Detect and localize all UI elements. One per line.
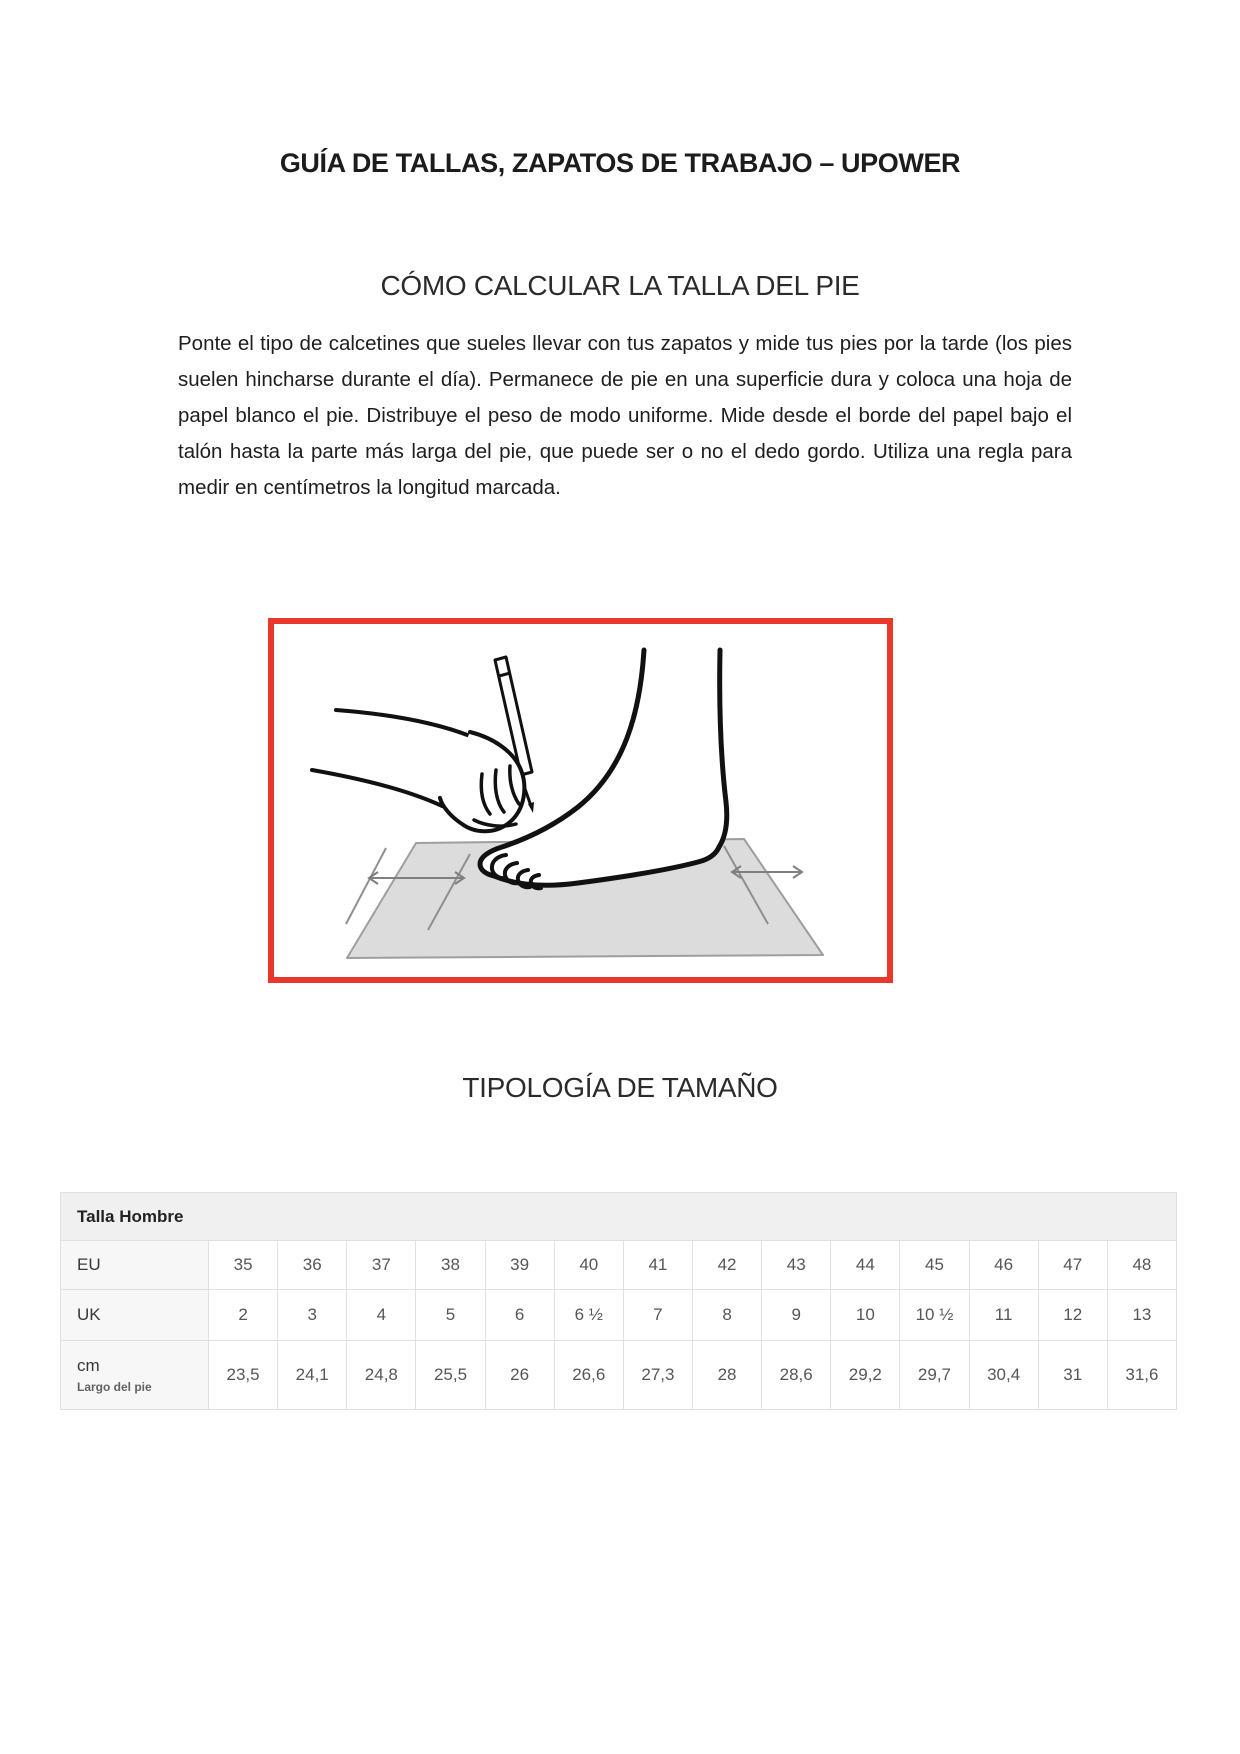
table-cell: 28 — [692, 1341, 761, 1410]
size-table-header: Talla Hombre — [61, 1193, 1177, 1241]
heading-how-to-measure: CÓMO CALCULAR LA TALLA DEL PIE — [380, 270, 860, 301]
table-cell: 31 — [1038, 1341, 1107, 1410]
table-cell: 47 — [1038, 1241, 1107, 1290]
size-table — [60, 1192, 1177, 1410]
table-cell: 2 — [209, 1290, 278, 1341]
table-cell: 48 — [1107, 1241, 1176, 1290]
instructions-paragraph: Ponte el tipo de calcetines que sueles llevar con tus zapatos y mide tus pies por la tarde (los pies suelen hincharse durante el día). Permanece de pie en una superficie dura y coloca una hoja de papel blanco el pie. Distribuye el peso de modo uniforme. Mide desde el borde del papel bajo el talón hasta la parte más larga del pie, que puede ser o no el dedo gordo. Utiliza una regla para medir en centímetros la longitud marcada. — [178, 332, 1072, 499]
table-row — [61, 1341, 1177, 1410]
table-cell: 7 — [623, 1290, 692, 1341]
table-cell: 46 — [969, 1241, 1038, 1290]
table-cell: 24,1 — [278, 1341, 347, 1410]
table-cell: 29,2 — [831, 1341, 900, 1410]
table-cell: 38 — [416, 1241, 485, 1290]
table-cell: 11 — [969, 1290, 1038, 1341]
table-cell: 26,6 — [554, 1341, 623, 1410]
table-cell: 27,3 — [623, 1341, 692, 1410]
table-cell: 12 — [1038, 1290, 1107, 1341]
size-table-grid — [60, 1192, 1177, 1410]
table-cell: 24,8 — [347, 1341, 416, 1410]
table-header-row — [61, 1193, 1177, 1241]
table-row — [61, 1290, 1177, 1341]
foot-tracing-illustration — [274, 624, 887, 977]
table-cell: 10 ½ — [900, 1290, 969, 1341]
table-cell: 25,5 — [416, 1341, 485, 1410]
table-cell: 40 — [554, 1241, 623, 1290]
table-cell: 44 — [831, 1241, 900, 1290]
table-cell: 6 — [485, 1290, 554, 1341]
page-title: GUÍA DE TALLAS, ZAPATOS DE TRABAJO – UPOWER — [279, 148, 961, 178]
table-cell: 9 — [762, 1290, 831, 1341]
hand-with-pencil — [312, 657, 534, 831]
size-table-body — [61, 1241, 1177, 1410]
table-cell: 13 — [1107, 1290, 1176, 1341]
table-cell: 39 — [485, 1241, 554, 1290]
table-cell: 4 — [347, 1290, 416, 1341]
heading-size-typology: TIPOLOGÍA DE TAMAÑO — [462, 1072, 778, 1103]
table-cell: 5 — [416, 1290, 485, 1341]
row-sublabel: Largo del pie — [77, 1380, 152, 1394]
table-cell: 10 — [831, 1290, 900, 1341]
table-cell: 8 — [692, 1290, 761, 1341]
table-cell: 35 — [209, 1241, 278, 1290]
table-row — [61, 1241, 1177, 1290]
table-cell: 30,4 — [969, 1341, 1038, 1410]
table-cell: 23,5 — [209, 1341, 278, 1410]
row-label-cm: cm Largo del pie — [61, 1341, 209, 1410]
table-cell: 37 — [347, 1241, 416, 1290]
table-cell: 36 — [278, 1241, 347, 1290]
table-cell: 41 — [623, 1241, 692, 1290]
table-cell: 3 — [278, 1290, 347, 1341]
table-cell: 6 ½ — [554, 1290, 623, 1341]
row-label-uk: UK — [61, 1290, 209, 1341]
table-cell: 29,7 — [900, 1341, 969, 1410]
row-label-eu: EU — [61, 1241, 209, 1290]
table-cell: 42 — [692, 1241, 761, 1290]
table-cell: 43 — [762, 1241, 831, 1290]
table-cell: 31,6 — [1107, 1341, 1176, 1410]
table-cell: 28,6 — [762, 1341, 831, 1410]
table-cell: 45 — [900, 1241, 969, 1290]
table-cell: 26 — [485, 1341, 554, 1410]
foot-tracing-figure — [268, 618, 893, 983]
